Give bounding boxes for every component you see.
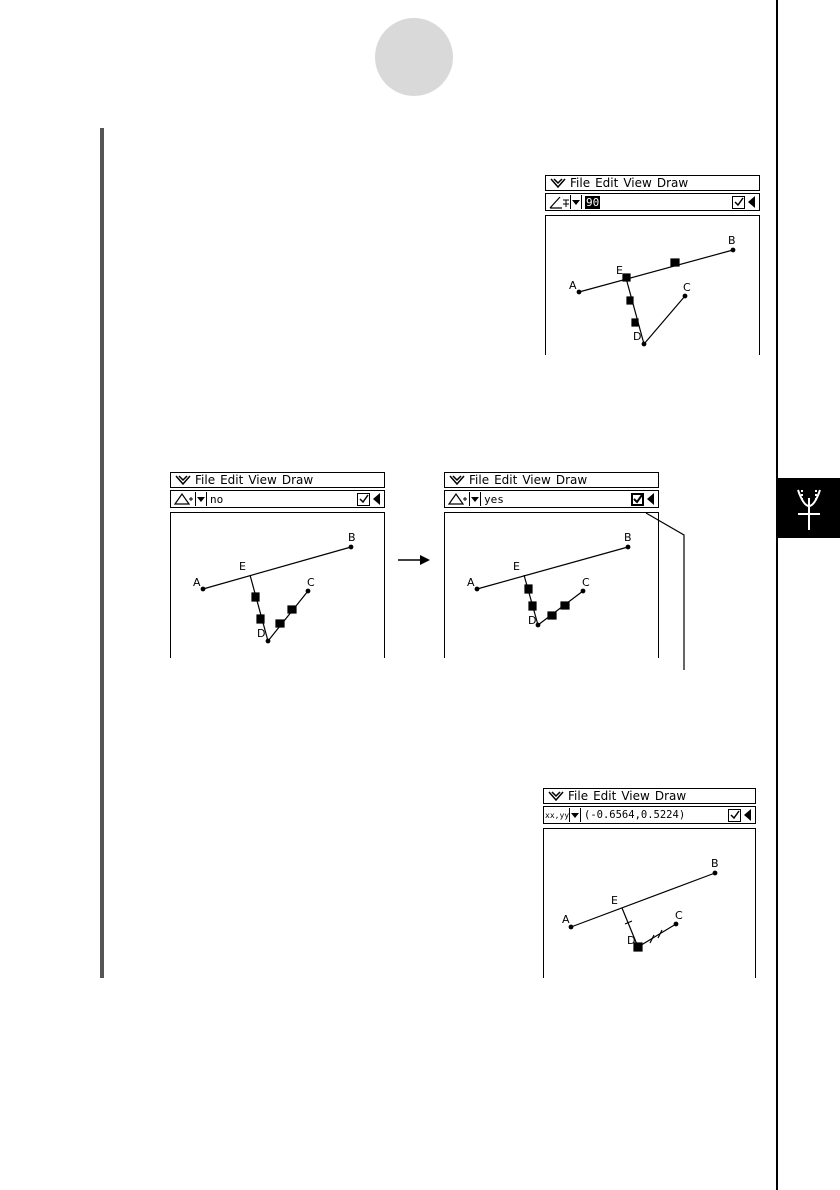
menu-view[interactable]: View (621, 789, 650, 803)
label-d: D (528, 614, 537, 627)
toolbar (545, 193, 760, 211)
point-d[interactable] (266, 639, 270, 643)
screen-1 (545, 175, 760, 355)
point-d[interactable] (536, 623, 540, 627)
menu-file[interactable]: File (195, 473, 216, 487)
segment-ab (571, 873, 715, 927)
menu-file[interactable]: File (570, 176, 591, 190)
label-e: E (616, 264, 623, 277)
checkbox-icon[interactable] (732, 196, 745, 209)
label-a: A (193, 576, 201, 589)
menu-view[interactable]: View (522, 473, 551, 487)
selection-handle[interactable] (525, 585, 532, 593)
label-e: E (611, 894, 618, 907)
menu-view[interactable]: View (623, 176, 652, 190)
point-a[interactable] (201, 587, 205, 591)
label-e: E (513, 560, 520, 573)
section-bar (100, 128, 104, 978)
label-c: C (307, 576, 315, 589)
measurement-value[interactable]: (-0.6564,0.5224) (584, 809, 686, 821)
label-d: D (633, 330, 642, 343)
label-a: A (467, 576, 475, 589)
geometry-canvas[interactable] (545, 215, 760, 355)
dropdown-arrow-icon[interactable] (570, 195, 582, 209)
menu-draw[interactable]: Draw (555, 473, 588, 487)
left-triangle-icon[interactable] (744, 809, 752, 821)
measurement-value[interactable]: no (210, 492, 224, 506)
point-b[interactable] (731, 248, 735, 252)
left-triangle-icon[interactable] (647, 493, 655, 505)
selection-handle[interactable] (623, 274, 630, 281)
point-c[interactable] (581, 589, 585, 593)
point-c[interactable] (306, 589, 310, 593)
label-a: A (562, 913, 570, 926)
menu-edit[interactable]: Edit (593, 789, 617, 803)
page-edge-rule (776, 0, 778, 1190)
selection-handle[interactable] (288, 606, 296, 613)
screen-4 (543, 788, 756, 978)
chevron-down-icon[interactable] (449, 475, 465, 485)
dropdown-arrow-icon[interactable] (569, 808, 581, 822)
geometry-canvas[interactable] (444, 512, 659, 658)
menu-file[interactable]: File (568, 789, 589, 803)
menu-draw[interactable]: Draw (281, 473, 314, 487)
segment-ab (477, 547, 628, 589)
screen-2 (170, 472, 385, 658)
selection-handle[interactable] (627, 297, 633, 304)
point-d[interactable] (642, 342, 646, 346)
geometry-canvas[interactable] (543, 828, 756, 978)
toolbar (444, 490, 659, 508)
selection-handle[interactable] (276, 620, 284, 627)
point-c[interactable] (683, 294, 687, 298)
geometry-canvas[interactable] (170, 512, 385, 658)
measurement-value[interactable]: 90 (586, 195, 600, 209)
checkbox-icon[interactable] (631, 493, 644, 506)
segment-ab (203, 547, 351, 589)
screen-3 (444, 472, 659, 658)
menu-bar (543, 788, 756, 804)
left-triangle-icon[interactable] (748, 196, 756, 208)
segment-dc (644, 296, 685, 344)
chevron-down-icon[interactable] (175, 475, 191, 485)
point-b[interactable] (626, 545, 630, 549)
toolbar (170, 490, 385, 508)
menu-draw[interactable]: Draw (654, 789, 687, 803)
segment-ab (579, 250, 733, 292)
label-b: B (624, 531, 632, 544)
graph-tab-icon (778, 478, 840, 538)
congruence-tool-icon[interactable] (447, 492, 469, 506)
label-b: B (711, 857, 719, 870)
measurement-value[interactable]: yes (484, 492, 504, 506)
point-b[interactable] (349, 545, 353, 549)
label-a: A (569, 279, 577, 292)
menu-file[interactable]: File (469, 473, 490, 487)
selection-handle[interactable] (671, 259, 679, 266)
label-b: B (728, 234, 736, 247)
label-e: E (239, 560, 246, 573)
label-c: C (582, 576, 590, 589)
congruence-tool-icon[interactable] (173, 492, 195, 506)
chapter-tab (778, 478, 840, 538)
selection-handle[interactable] (252, 593, 259, 601)
point-a[interactable] (475, 587, 479, 591)
toolbar (543, 806, 756, 824)
label-c: C (675, 909, 683, 922)
page-marker-circle (375, 18, 453, 96)
selection-handle[interactable] (561, 602, 569, 609)
label-b: B (348, 531, 356, 544)
selection-handle[interactable] (548, 612, 556, 619)
point-a[interactable] (577, 290, 581, 294)
menu-bar (444, 472, 659, 488)
selection-handle[interactable] (257, 615, 264, 623)
label-d: D (627, 934, 636, 947)
checkbox-icon[interactable] (728, 809, 741, 822)
arrow-right-icon (398, 554, 430, 566)
selection-handle[interactable] (632, 319, 638, 326)
dropdown-arrow-icon[interactable] (195, 492, 207, 506)
coordinate-tool-label[interactable]: xx,yy (545, 810, 570, 820)
segment-dc (268, 591, 308, 641)
angle-tool-icon[interactable] (548, 195, 570, 209)
menu-edit[interactable]: Edit (220, 473, 244, 487)
checkbox-icon[interactable] (357, 493, 370, 506)
menu-draw[interactable]: Draw (656, 176, 689, 190)
menu-edit[interactable]: Edit (494, 473, 518, 487)
segment-dc (638, 924, 676, 947)
chevron-down-icon[interactable] (550, 178, 566, 188)
left-triangle-icon[interactable] (373, 493, 381, 505)
menu-edit[interactable]: Edit (595, 176, 619, 190)
chevron-down-icon[interactable] (548, 791, 564, 801)
point-a[interactable] (569, 925, 573, 929)
menu-bar (545, 175, 760, 191)
menu-bar (170, 472, 385, 488)
label-d: D (257, 627, 266, 640)
label-c: C (683, 281, 691, 294)
selection-handle[interactable] (529, 602, 536, 610)
point-b[interactable] (713, 871, 717, 875)
callout-line (640, 505, 690, 670)
menu-view[interactable]: View (248, 473, 277, 487)
dropdown-arrow-icon[interactable] (469, 492, 481, 506)
point-c[interactable] (674, 922, 678, 926)
